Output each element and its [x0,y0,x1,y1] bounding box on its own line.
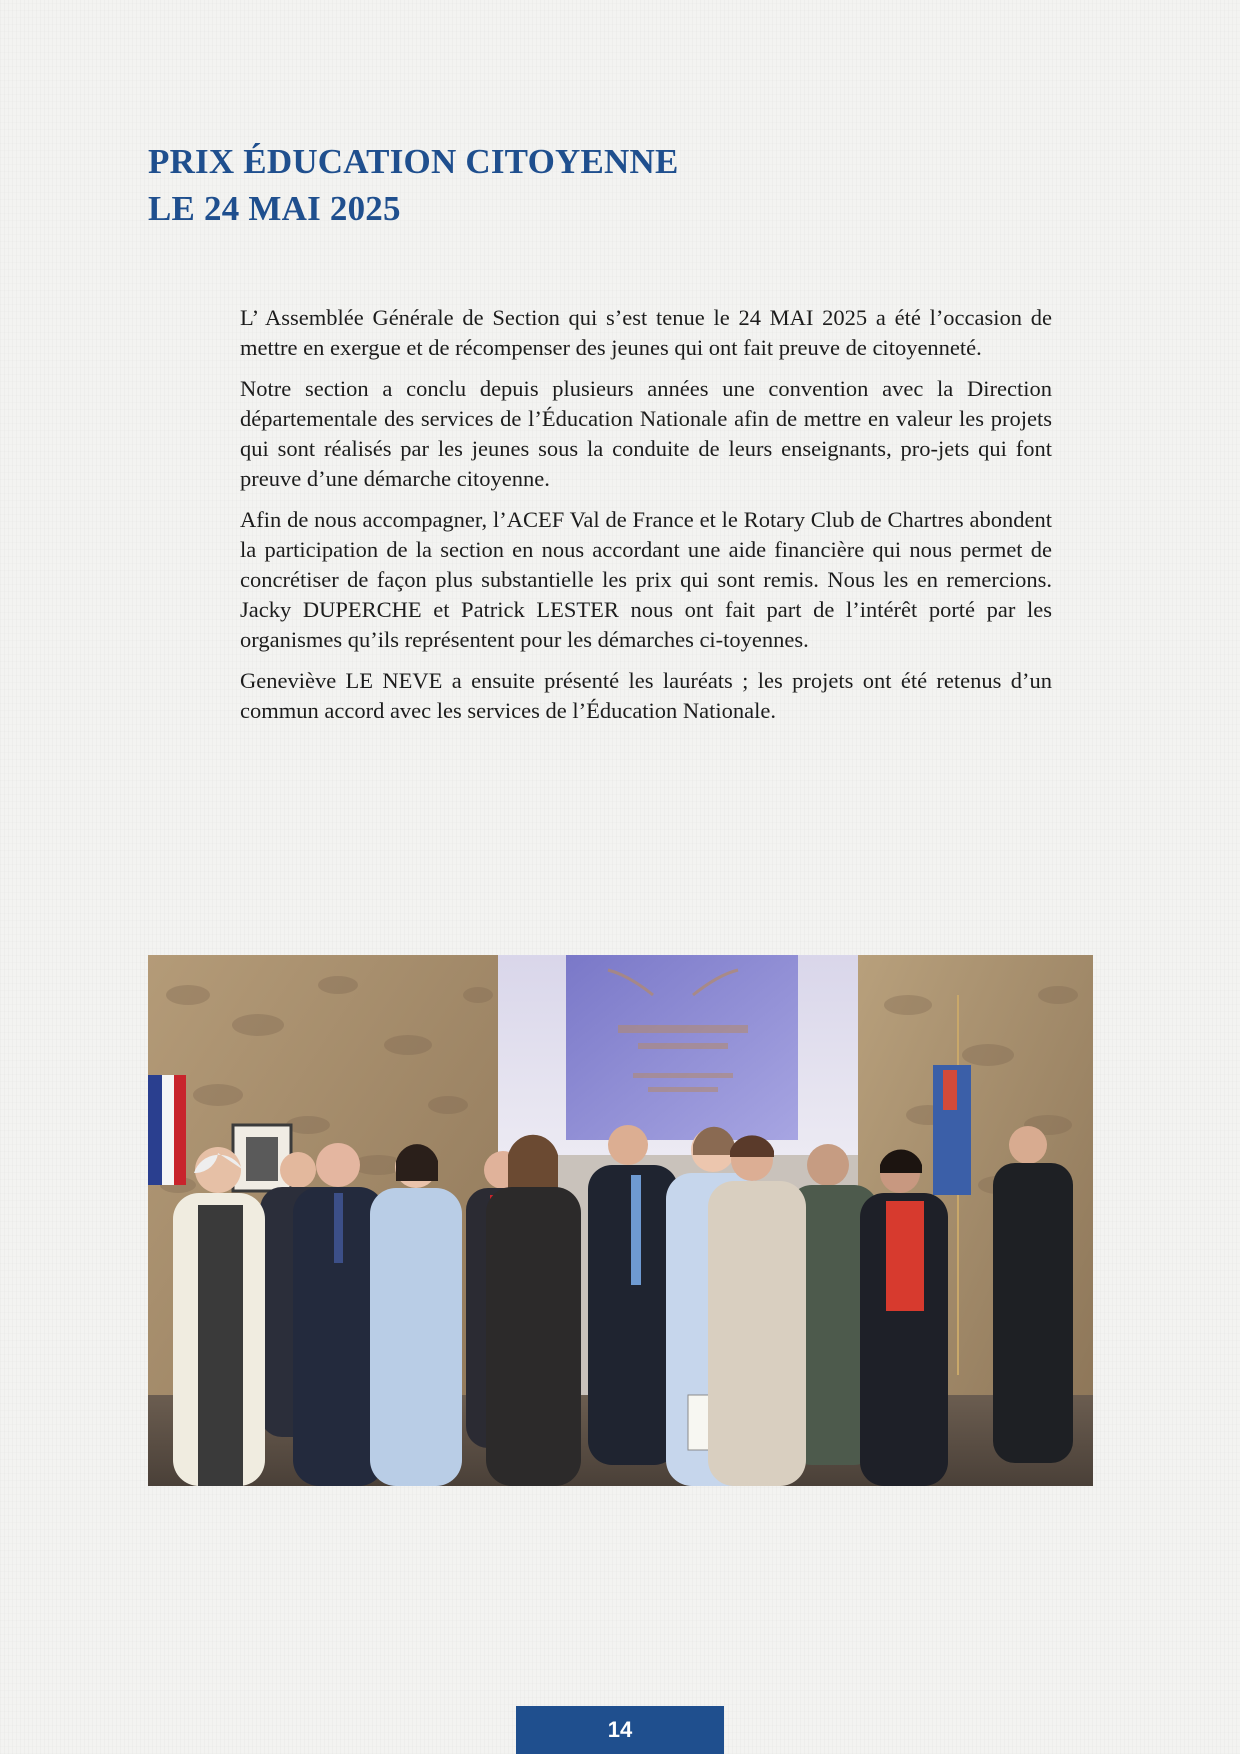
title-line-2: LE 24 MAI 2025 [148,189,401,228]
paragraph: Afin de nous accompagner, l’ACEF Val de France et le Rotary Club de Chartres abondent la participation de la section en nous accordant une aide financière qui nous permet de concrétiser de façon plus substantielle les prix qui sont remis. Nous les en remercions. Jacky DUPERCHE et Patrick LESTER nous ont fait part de l’intérêt porté par les organismes qu’ils représentent pour les démarches ci-toyennes. [240,507,1052,652]
paragraph: L’ Assemblée Générale de Section qui s’est tenue le 24 MAI 2025 a été l’occasion de mettre en exergue et de récompenser des jeunes qui ont fait preuve de citoyenneté. [240,305,1052,360]
paragraph: Notre section a conclu depuis plusieurs années une convention avec la Direction départementale des services de l’Éducation Nationale afin de mettre en valeur les projets qui sont réalisés par les jeunes sous la conduite de leurs enseignants, pro-jets qui font preuve d’une démarche citoyenne. [240,376,1052,491]
paragraph: Geneviève LE NEVE a ensuite présenté les lauréats ; les projets ont été retenus d’un commun accord avec les services de l’Éducation Nationale. [240,668,1052,723]
page-title [148,138,679,232]
page-number: 14 [516,1706,724,1754]
article-body [240,303,1052,737]
title-line-1: PRIX ÉDUCATION CITOYENNE [148,142,679,181]
group-photo [148,955,1093,1486]
